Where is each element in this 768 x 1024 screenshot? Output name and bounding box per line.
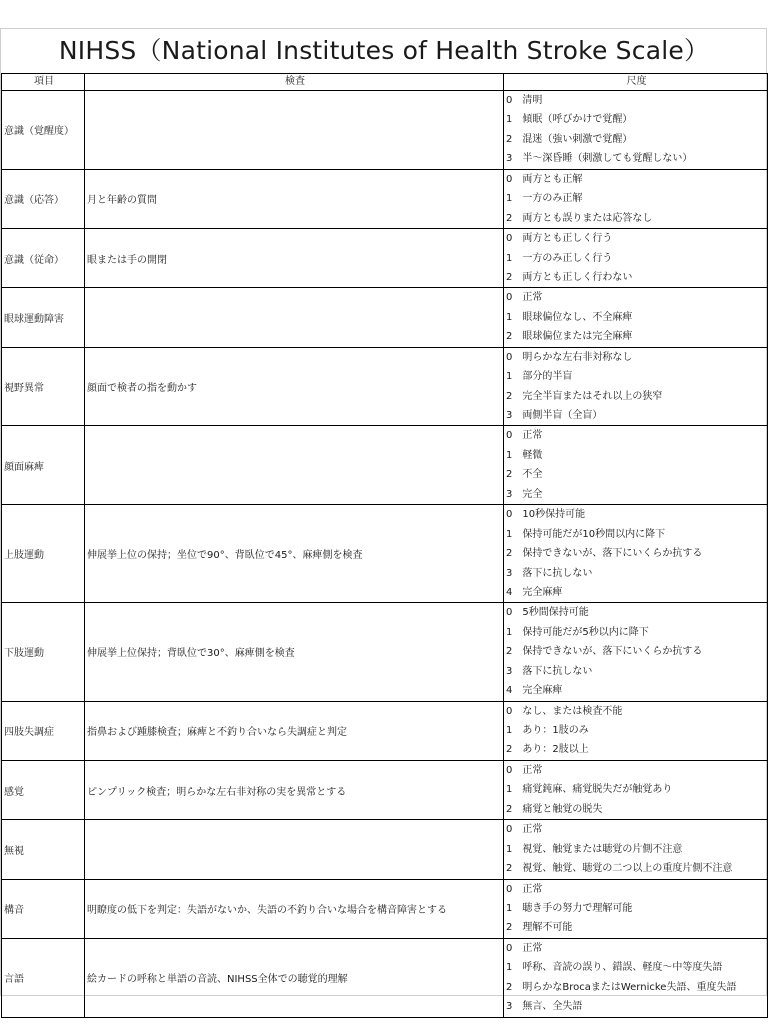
scale-option: 2 あり：2肢以上 <box>506 744 589 756</box>
scale-cell <box>504 820 768 879</box>
item-cell: 意識（覚醒度） <box>2 91 85 170</box>
scale-cell <box>504 938 768 1017</box>
scale-option: 0 正常 <box>506 942 543 954</box>
exam-cell <box>85 426 504 505</box>
scale-option: 1 保持可能だが10秒間以内に降下 <box>506 528 666 540</box>
item-cell: 意識（応答） <box>2 169 85 228</box>
scale-option: 2 両方とも誤りまたは応答なし <box>506 212 653 224</box>
scale-option: 2 保持できないが、落下にいくらか抗する <box>506 646 703 658</box>
header-item: 項目 <box>2 74 85 91</box>
scale-option: 1 眼球偏位なし、不全麻痺 <box>506 311 633 323</box>
scale-option: 1 軽微 <box>506 449 543 461</box>
table-row <box>2 505 768 603</box>
scale-option: 4 完全麻痺 <box>506 685 563 697</box>
table-row <box>2 288 768 347</box>
scale-option: 2 視覚、触覚、聴覚の二つ以上の重度片側不注意 <box>506 863 733 875</box>
scale-option: 1 一方のみ正しく行う <box>506 252 613 264</box>
scale-option: 3 無言、全失語 <box>506 1001 583 1013</box>
item-cell: 四肢失調症 <box>2 701 85 760</box>
scale-option: 1 痛覚鈍麻、痛覚脱失だが触覚あり <box>506 784 673 796</box>
header-scale: 尺度 <box>504 74 768 91</box>
table-row <box>2 229 768 288</box>
item-cell: 構音 <box>2 879 85 938</box>
exam-cell: 絵カードの呼称と単語の音読、NIHSS全体での聴覚的理解 <box>85 938 504 1017</box>
scale-option: 0 5秒間保持可能 <box>506 607 589 619</box>
scale-option: 1 部分的半盲 <box>506 371 573 383</box>
item-cell: 言語 <box>2 938 85 1017</box>
exam-cell: 眼または手の開閉 <box>85 229 504 288</box>
item-cell: 無視 <box>2 820 85 879</box>
scale-option: 0 10秒保持可能 <box>506 509 586 521</box>
scale-option: 1 呼称、音読の誤り、錯誤、軽度～中等度失語 <box>506 962 723 974</box>
scale-option: 3 完全 <box>506 488 543 500</box>
scale-cell <box>504 760 768 819</box>
scale-cell <box>504 347 768 426</box>
exam-cell: 指鼻および踵膝検査；麻痺と不釣り合いなら失調症と判定 <box>85 701 504 760</box>
scale-option: 3 落下に抗しない <box>506 567 593 579</box>
nihss-table <box>1 73 768 1018</box>
scale-option: 0 明らかな左右非対称なし <box>506 351 633 363</box>
item-cell: 下肢運動 <box>2 603 85 701</box>
scale-option: 4 完全麻痺 <box>506 586 563 598</box>
table-header-row <box>2 74 768 91</box>
scale-option: 0 正常 <box>506 430 543 442</box>
scale-option: 0 清明 <box>506 95 543 106</box>
table-row <box>2 169 768 228</box>
table-row <box>2 938 768 1017</box>
exam-cell: ピンプリック検査；明らかな左右非対称の実を異常とする <box>85 760 504 819</box>
item-cell: 上肢運動 <box>2 505 85 603</box>
scale-cell <box>504 505 768 603</box>
scale-option: 3 落下に抗しない <box>506 665 593 677</box>
scale-option: 2 混迷（強い刺激で覚醒） <box>506 133 633 145</box>
scale-cell <box>504 426 768 505</box>
scale-cell <box>504 879 768 938</box>
exam-cell <box>85 288 504 347</box>
scale-option: 2 完全半盲またはそれ以上の狭窄 <box>506 390 663 402</box>
scale-cell <box>504 288 768 347</box>
scale-option: 0 両方とも正しく行う <box>506 233 613 245</box>
table-row <box>2 426 768 505</box>
table-row <box>2 347 768 426</box>
item-cell: 意識（従命） <box>2 229 85 288</box>
scale-option: 2 明らかなBrocaまたはWernicke失語、重度失語 <box>506 981 737 993</box>
table-row <box>2 760 768 819</box>
scale-option: 3 半～深昏睡（刺激しても覚醒しない） <box>506 153 693 165</box>
exam-cell <box>85 820 504 879</box>
scale-option: 0 正常 <box>506 764 543 776</box>
item-cell: 感覚 <box>2 760 85 819</box>
scale-cell <box>504 229 768 288</box>
item-cell: 顔面麻痺 <box>2 426 85 505</box>
scale-option: 2 理解不可能 <box>506 922 573 934</box>
item-cell: 眼球運動障害 <box>2 288 85 347</box>
scale-option: 1 傾眠（呼びかけで覚醒） <box>506 114 633 126</box>
table-row <box>2 91 768 170</box>
scale-cell <box>504 169 768 228</box>
exam-cell: 伸展挙上位保持；背臥位で30°、麻痺側を検査 <box>85 603 504 701</box>
scale-option: 2 痛覚と触覚の脱失 <box>506 803 603 815</box>
page-title: NIHSS（National Institutes of Health Stroke Scale） <box>58 36 710 65</box>
scale-cell <box>504 91 768 170</box>
table-row <box>2 879 768 938</box>
scale-option: 1 あり：1肢のみ <box>506 725 589 736</box>
table-row <box>2 820 768 879</box>
scale-cell <box>504 701 768 760</box>
scale-option: 3 両側半盲（全盲） <box>506 410 603 421</box>
exam-cell <box>85 91 504 170</box>
scale-option: 1 一方のみ正解 <box>506 193 583 205</box>
exam-cell: 顔面で検者の指を動かす <box>85 347 504 426</box>
scale-option: 1 保持可能だが5秒以内に降下 <box>506 626 649 638</box>
exam-cell: 伸展挙上位の保持；坐位で90°、背臥位で45°、麻痺側を検査 <box>85 505 504 603</box>
scale-option: 2 両方とも正しく行わない <box>506 271 633 283</box>
scale-option: 0 正常 <box>506 824 543 836</box>
item-cell: 視野異常 <box>2 347 85 426</box>
scale-option: 2 不全 <box>506 469 543 481</box>
scale-option: 0 正常 <box>506 292 543 304</box>
table-row <box>2 603 768 701</box>
scale-option: 1 視覚、触覚または聴覚の片側不注意 <box>506 843 683 855</box>
scale-option: 2 眼球偏位または完全麻痺 <box>506 331 633 343</box>
exam-cell: 明瞭度の低下を判定：失語がないか、失語の不釣り合いな場合を構音障害とする <box>85 879 504 938</box>
header-exam: 検査 <box>85 74 504 91</box>
scale-option: 0 両方とも正解 <box>506 173 583 185</box>
table-row <box>2 701 768 760</box>
exam-cell: 月と年齢の質問 <box>85 169 504 228</box>
scale-option: 1 聴き手の努力で理解可能 <box>506 902 633 914</box>
scale-cell <box>504 603 768 701</box>
scale-option: 0 なし、または検査不能 <box>506 705 623 717</box>
scale-option: 2 保持できないが、落下にいくらか抗する <box>506 548 703 560</box>
scale-option: 0 正常 <box>506 883 543 895</box>
